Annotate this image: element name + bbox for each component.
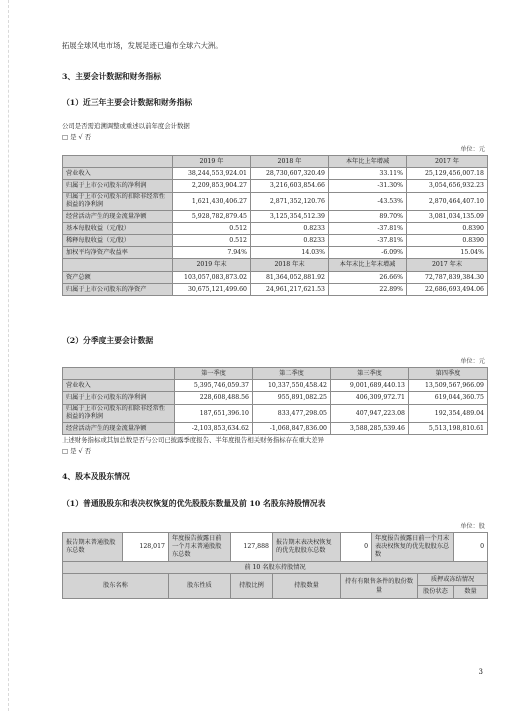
header-cell: 2018 年 [251,156,329,168]
table-header-row [63,259,488,271]
cell-value: 619,044,360.75 [409,392,488,404]
table-row [63,222,488,234]
cell-value: 187,651,396.10 [175,404,253,422]
header-cell: 第二季度 [253,368,331,380]
cell-value: 406,309,972.71 [331,392,409,404]
header-cell: 2017 年 [407,156,488,168]
cell-value: 10,337,550,458.42 [253,380,331,392]
cell-value: 2,870,464,407.10 [407,192,488,210]
row-label: 经营活动产生的现金流量净额 [63,210,173,222]
cell-value: -31.30% [329,180,407,192]
intro-line: 拓展全球风电市场，发展足迹已遍布全球六大洲。 [62,41,223,50]
row-label: 归属于上市公司股东的扣除非经常性损益的净利润 [63,404,175,422]
header-cell [63,259,173,271]
table-row [63,271,488,283]
col-restricted-header: 持有有限售条件的股份数量 [341,574,418,598]
row-label: 营业收入 [63,380,175,392]
section3-title: 3、主要会计数据和财务指标 [62,72,161,81]
row-label: 营业收入 [63,168,173,180]
section4-sub1-title: （1）普通股股东和表决权恢复的优先股股东数量及前 10 名股东持股情况表 [62,499,326,508]
cell-value: 3,081,034,135.09 [407,210,488,222]
row-label: 经营活动产生的现金流量净额 [63,422,175,434]
row-label: 归属于上市公司股东的净利润 [63,392,175,404]
cell-value: 5,395,746,059.37 [175,380,253,392]
row-label: 基本每股收益（元/股） [63,222,173,234]
table-row [63,247,488,259]
row-label: 资产总额 [63,271,173,283]
col-ratio-header: 持股比例 [231,574,273,598]
section3-sub2-title: （2）分季度主要会计数据 [62,336,154,345]
cell-value: 26.66% [329,271,407,283]
cell-value: 3,054,656,932.23 [407,180,488,192]
header-cell: 2019 年 [173,156,251,168]
holder-count-value: 0 [341,533,372,562]
cell-value: 0.8390 [407,234,488,246]
table-row [63,168,488,180]
holder-count-label: 报告期末表决权恢复的优先股股东总数 [273,533,341,562]
holder-count-row [63,533,488,562]
cell-value: -2,103,853,634.62 [175,422,253,434]
row-label: 归属于上市公司股东的净资产 [63,283,173,295]
cell-value: 1,621,430,406.27 [173,192,251,210]
top10-header: 前 10 名股东持股情况 [63,562,488,574]
section4-title: 4、股本及股东情况 [62,472,130,481]
header-cell: 第一季度 [175,368,253,380]
cell-value: 25,129,456,007.18 [407,168,488,180]
cell-value: 7.94% [173,247,251,259]
cell-value: 24,961,217,621.53 [251,283,329,295]
header-cell: 2017 年末 [407,259,488,271]
table-header-row [63,562,488,574]
unit-label: 单位：元 [460,358,485,365]
table-row [63,234,488,246]
cell-value: 407,947,223.08 [331,404,409,422]
cell-value: 0.8390 [407,222,488,234]
margin-guide [8,0,9,711]
col-pledge-header: 质押或冻结情况 [418,574,488,586]
col-qty-header: 持股数量 [273,574,341,598]
cell-value: 28,730,607,320.49 [251,168,329,180]
cell-value: 15.04% [407,247,488,259]
header-cell: 第四季度 [409,368,488,380]
section3-sub1-title: （1）近三年主要会计数据和财务指标 [62,98,193,107]
diff-question: 上述财务指标或其加总数是否与公司已披露季度报告、半年度报告相关财务指标存在重大差异 [62,436,325,444]
holder-count-value: 127,888 [231,533,273,562]
cell-value: 3,216,603,854.66 [251,180,329,192]
row-label: 加权平均净资产收益率 [63,247,173,259]
cell-value: 5,513,198,810.61 [409,422,488,434]
col-status-header: 股份状态 [418,586,454,598]
page-number: 3 [478,668,483,676]
cell-value: 192,354,489.04 [409,404,488,422]
cell-value: 103,057,083,873.02 [173,271,251,283]
cell-value: 955,891,082.25 [253,392,331,404]
cell-value: 22.89% [329,283,407,295]
cell-value: 89.70% [329,210,407,222]
header-cell: 本年比上年增减 [329,156,407,168]
cell-value: 33.11% [329,168,407,180]
cell-value: 5,928,782,879.45 [173,210,251,222]
cell-value: -37.81% [329,234,407,246]
col-name-header: 股东名称 [63,574,169,598]
table-row [63,422,488,434]
cell-value: 22,686,693,494.06 [407,283,488,295]
unit-label: 单位：元 [460,146,485,153]
holder-count-label: 年度报告披露日前一个月末表决权恢复的优先股股东总数 [372,533,454,562]
cell-value: -1,068,847,836.00 [253,422,331,434]
cell-value: 833,477,298.05 [253,404,331,422]
cell-value: 2,209,853,904.27 [173,180,251,192]
table-row [63,392,488,404]
cell-value: 9,001,689,440.13 [331,380,409,392]
header-cell: 2018 年末 [251,259,329,271]
table-row [63,404,488,422]
cell-value: -37.81% [329,222,407,234]
cell-value: 3,588,285,539.46 [331,422,409,434]
cell-value: -6.09% [329,247,407,259]
holder-count-label: 报告期末普通股股东总数 [63,533,123,562]
diff-answer: □ 是 √ 否 [62,447,91,455]
col-nature-header: 股东性质 [169,574,231,598]
retro-answer: □ 是 √ 否 [62,133,91,141]
table-header-row [63,368,488,380]
cell-value: 38,244,553,924.01 [173,168,251,180]
cell-value: 0.8233 [251,234,329,246]
cell-value: -43.53% [329,192,407,210]
table-row [63,380,488,392]
holder-count-value: 128,017 [123,533,169,562]
annual-data-table [62,155,488,296]
row-label: 稀释每股收益（元/股） [63,234,173,246]
row-label: 归属于上市公司股东的净利润 [63,180,173,192]
header-cell: 第三季度 [331,368,409,380]
table-header-row [63,574,488,586]
table-row [63,192,488,210]
shareholder-table [62,532,488,599]
header-cell [63,368,175,380]
unit-label: 单位：股 [460,523,485,530]
cell-value: 2,871,352,120.76 [251,192,329,210]
cell-value: 30,675,121,499.60 [173,283,251,295]
table-row [63,180,488,192]
cell-value: 228,608,488.56 [175,392,253,404]
table-row [63,283,488,295]
holder-count-label: 年度报告披露日前一个月末普通股股东总数 [169,533,231,562]
row-label: 归属于上市公司股东的扣除非经常性损益的净利润 [63,192,173,210]
cell-value: 81,364,052,881.92 [251,271,329,283]
cell-value: 72,787,839,384.30 [407,271,488,283]
retro-question: 公司是否需追溯调整或重述以前年度会计数据 [62,122,190,130]
cell-value: 0.8233 [251,222,329,234]
cell-value: 13,509,567,966.09 [409,380,488,392]
col-amount-header: 数量 [454,586,488,598]
holder-count-value: 0 [454,533,488,562]
table-header-row [63,156,488,168]
header-cell [63,156,173,168]
quarterly-data-table [62,367,488,435]
cell-value: 0.512 [173,222,251,234]
header-cell: 本年末比上年末增减 [329,259,407,271]
table-row [63,210,488,222]
cell-value: 0.512 [173,234,251,246]
cell-value: 14.03% [251,247,329,259]
header-cell: 2019 年末 [173,259,251,271]
cell-value: 3,125,354,512.39 [251,210,329,222]
